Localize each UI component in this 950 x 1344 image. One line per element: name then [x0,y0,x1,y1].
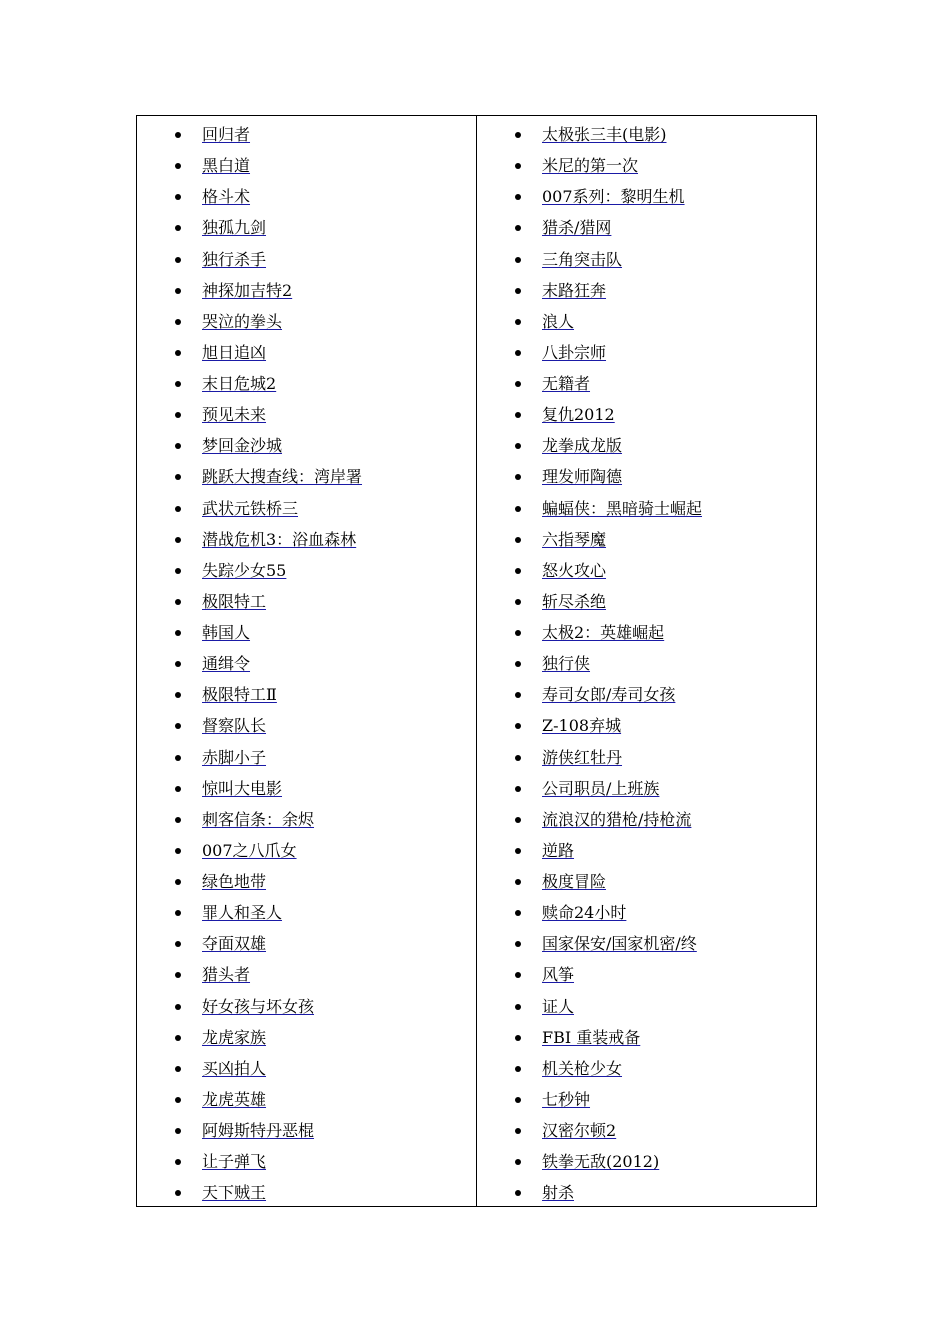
list-item [137,901,476,932]
movie-link[interactable]: 龙虎英雄 [202,1089,267,1109]
bullet-icon [515,910,521,916]
bullet-icon [175,1066,181,1072]
movie-link[interactable]: 绿色地带 [202,872,267,891]
movie-link[interactable]: 赤脚小子 [202,747,267,767]
bullet-icon [515,941,521,947]
list-item [477,1150,816,1181]
movie-link[interactable]: 浪人 [542,311,575,331]
list-item [477,310,816,341]
list-item [477,808,816,839]
movie-list-table [136,115,817,1207]
movie-link[interactable]: 无籍者 [542,374,591,393]
list-item [477,185,816,216]
list-item [137,403,476,434]
movie-link[interactable]: 末路狂奔 [542,280,607,300]
movie-link[interactable]: 赎命24小时 [542,903,627,923]
movie-link[interactable]: FBI 重装戒备 [542,1027,641,1047]
bullet-icon [175,412,181,418]
list-item [477,1057,816,1088]
list-item [137,932,476,963]
bullet-icon [515,786,521,792]
movie-link[interactable]: 寿司女郎/寿司女孩 [542,685,676,705]
list-item [137,746,476,777]
bullet-icon [515,288,521,294]
movie-link[interactable]: 风筝 [542,965,575,985]
list-item [477,341,816,372]
bullet-icon [515,1097,521,1103]
list-item [137,528,476,559]
list-item [477,963,816,994]
list-item [137,216,476,247]
bullet-icon [175,817,181,823]
list-item [477,870,816,901]
bullet-icon [175,661,181,667]
list-item [477,465,816,496]
movie-link[interactable]: 三角突击队 [542,249,623,269]
list-item [137,559,476,590]
movie-link[interactable]: 跳跃大搜查线：湾岸署 [202,467,363,487]
movie-link[interactable]: 通缉令 [202,654,251,674]
list-item [477,372,816,403]
bullet-icon [515,568,521,574]
list-item [137,839,476,870]
list-item [137,1181,476,1212]
list-item [137,683,476,714]
movie-link[interactable]: 猎杀/猎网 [542,218,612,238]
movie-link[interactable]: 七秒钟 [542,1089,591,1109]
list-item [137,248,476,279]
movie-link[interactable]: 好女孩与坏女孩 [202,996,315,1016]
bullet-icon [175,1004,181,1010]
bullet-icon [515,1190,521,1196]
left-movie-list [137,123,476,1212]
right-column [477,116,816,1206]
bullet-icon [515,132,521,138]
bullet-icon [175,723,181,729]
movie-link[interactable]: 梦回金沙城 [202,436,283,456]
movie-link[interactable]: 失踪少女55 [202,560,287,580]
bullet-icon [515,692,521,698]
list-item [477,216,816,247]
movie-link[interactable]: 斩尽杀绝 [542,591,607,611]
list-item [137,1150,476,1181]
list-item [477,683,816,714]
bullet-icon [175,288,181,294]
movie-link[interactable]: 复仇2012 [542,405,615,425]
movie-link[interactable]: 龙虎家族 [202,1027,267,1047]
list-item [477,590,816,621]
movie-link[interactable]: 汉密尔顿2 [542,1121,617,1140]
movie-link[interactable]: 黑白道 [202,156,251,176]
bullet-icon [515,381,521,387]
movie-link[interactable]: 极限特工Ⅱ [202,685,277,705]
movie-link[interactable]: 独行侠 [542,654,591,674]
list-item [137,372,476,403]
movie-link[interactable]: 韩国人 [202,623,251,642]
bullet-icon [175,350,181,356]
movie-link[interactable]: 太极张三丰(电影) [542,125,667,144]
movie-link[interactable]: 007系列：黎明生机 [542,187,685,207]
movie-link[interactable]: 八卦宗师 [542,342,607,362]
list-item [137,434,476,465]
list-item [477,839,816,870]
list-item [137,154,476,185]
movie-link[interactable]: 神探加吉特2 [202,280,293,300]
bullet-icon [175,630,181,636]
bullet-icon [175,381,181,387]
list-item [477,932,816,963]
right-movie-list [477,123,816,1212]
bullet-icon [515,661,521,667]
list-item [477,621,816,652]
bullet-icon [175,194,181,200]
movie-link[interactable]: 游侠红牡丹 [542,747,623,767]
movie-link[interactable]: 证人 [542,996,575,1016]
list-item [137,621,476,652]
list-item [137,870,476,901]
bullet-icon [515,537,521,543]
movie-link[interactable]: 督察队长 [202,716,267,736]
bullet-icon [175,910,181,916]
bullet-icon [515,1066,521,1072]
bullet-icon [175,692,181,698]
bullet-icon [175,1097,181,1103]
bullet-icon [515,755,521,761]
bullet-icon [175,132,181,138]
list-item [477,1026,816,1057]
bullet-icon [515,630,521,636]
bullet-icon [175,1190,181,1196]
movie-link[interactable]: 旭日追凶 [202,342,267,362]
movie-link[interactable]: 天下贼王 [202,1183,267,1203]
movie-link[interactable]: 夺面双雄 [202,934,267,954]
list-item [137,1119,476,1150]
bullet-icon [175,225,181,231]
movie-link[interactable]: 回归者 [202,125,251,144]
bullet-icon [515,817,521,823]
bullet-icon [175,319,181,325]
list-item [137,963,476,994]
bullet-icon [175,443,181,449]
bullet-icon [515,599,521,605]
list-item [137,123,476,154]
bullet-icon [175,786,181,792]
movie-link[interactable]: 公司职员/上班族 [542,778,660,798]
movie-link[interactable]: 猎头者 [202,965,251,985]
movie-link[interactable]: 逆路 [542,840,575,860]
list-item [477,746,816,777]
movie-link[interactable]: 独孤九剑 [202,218,267,238]
bullet-icon [175,1035,181,1041]
bullet-icon [515,972,521,978]
list-item [137,714,476,745]
bullet-icon [175,474,181,480]
bullet-icon [175,848,181,854]
movie-link[interactable]: 射杀 [542,1183,575,1203]
movie-link[interactable]: 哭泣的拳头 [202,311,283,331]
list-item [137,590,476,621]
list-item [137,465,476,496]
bullet-icon [515,1035,521,1041]
movie-link[interactable]: 极限特工 [202,591,267,611]
movie-link[interactable]: 阿姆斯特丹恶棍 [202,1121,315,1140]
list-item [137,995,476,1026]
movie-link[interactable]: 极度冒险 [542,872,607,891]
bullet-icon [515,225,521,231]
list-item [137,279,476,310]
bullet-icon [515,163,521,169]
bullet-icon [515,1128,521,1134]
bullet-icon [175,1159,181,1165]
list-item [477,528,816,559]
movie-link[interactable]: 米尼的第一次 [542,156,639,176]
list-item [137,497,476,528]
movie-link[interactable]: 潜战危机3：浴血森林 [202,529,357,549]
movie-link[interactable]: 太极2：英雄崛起 [542,623,665,642]
list-item [137,1057,476,1088]
movie-link[interactable]: 铁拳无敌(2012) [542,1152,660,1172]
bullet-icon [175,568,181,574]
movie-link[interactable]: 龙拳成龙版 [542,436,623,456]
list-item [137,341,476,372]
list-item [477,777,816,808]
bullet-icon [175,1128,181,1134]
list-item [137,808,476,839]
list-item [137,777,476,808]
list-item [477,901,816,932]
list-item [477,1181,816,1212]
bullet-icon [175,879,181,885]
bullet-icon [175,972,181,978]
bullet-icon [515,723,521,729]
movie-link[interactable]: 预见未来 [202,405,267,425]
movie-link[interactable]: 让子弹飞 [202,1152,267,1172]
bullet-icon [515,412,521,418]
list-item [477,403,816,434]
movie-link[interactable]: 六指琴魔 [542,529,607,549]
list-item [477,652,816,683]
bullet-icon [515,1004,521,1010]
left-column [137,116,477,1206]
bullet-icon [515,443,521,449]
movie-link[interactable]: 罪人和圣人 [202,903,283,923]
bullet-icon [515,506,521,512]
movie-link[interactable]: 格斗术 [202,187,251,207]
bullet-icon [175,599,181,605]
bullet-icon [515,1159,521,1165]
bullet-icon [175,941,181,947]
bullet-icon [515,474,521,480]
list-item [137,185,476,216]
bullet-icon [515,257,521,263]
movie-link[interactable]: 理发师陶德 [542,467,623,487]
movie-link[interactable]: 刺客信条：余烬 [202,809,315,829]
list-item [477,1119,816,1150]
bullet-icon [515,350,521,356]
bullet-icon [175,537,181,543]
list-item [137,652,476,683]
movie-link[interactable]: 流浪汉的猎枪/持枪流 [542,809,692,829]
bullet-icon [515,319,521,325]
bullet-icon [515,848,521,854]
movie-link[interactable]: 蝙蝠侠：黑暗骑士崛起 [542,498,703,518]
list-item [477,559,816,590]
list-item [477,1088,816,1119]
list-item [477,279,816,310]
movie-link[interactable]: 机关枪少女 [542,1058,623,1078]
list-item [477,248,816,279]
movie-link[interactable]: 007之八爪女 [202,840,297,860]
list-item [137,310,476,341]
bullet-icon [515,879,521,885]
bullet-icon [175,163,181,169]
list-item [477,434,816,465]
list-item [477,497,816,528]
movie-link[interactable]: 末日危城2 [202,374,277,393]
list-item [477,123,816,154]
movie-link[interactable]: 国家保安/国家机密/终 [542,934,697,954]
bullet-icon [175,755,181,761]
movie-link[interactable]: 买凶拍人 [202,1058,267,1078]
bullet-icon [515,194,521,200]
list-item [137,1088,476,1119]
list-item [477,995,816,1026]
movie-link[interactable]: 武状元铁桥三 [202,498,299,518]
bullet-icon [175,506,181,512]
movie-link[interactable]: 怒火攻心 [542,560,607,580]
movie-link[interactable]: 独行杀手 [202,249,267,269]
movie-link[interactable]: 惊叫大电影 [202,778,283,798]
bullet-icon [175,257,181,263]
list-item [477,714,816,745]
list-item [137,1026,476,1057]
movie-link[interactable]: Z-108弃城 [542,716,622,736]
list-item [477,154,816,185]
